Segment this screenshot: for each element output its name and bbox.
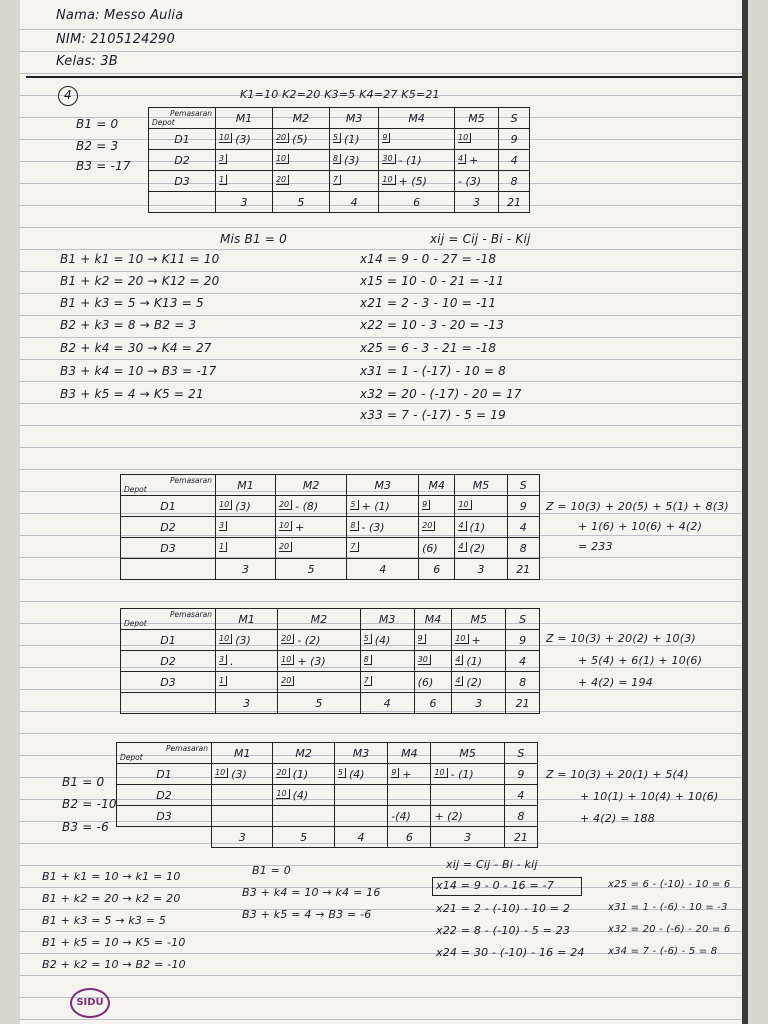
text: 1 bbox=[219, 676, 227, 686]
cell bbox=[379, 129, 455, 150]
student-class: Kelas: 3B bbox=[56, 54, 118, 69]
text: - (3) bbox=[457, 174, 482, 188]
text: Pemasaran bbox=[170, 476, 212, 485]
text: D2 bbox=[121, 651, 216, 672]
transport-table-1 bbox=[148, 107, 530, 213]
text: 8 bbox=[506, 672, 540, 693]
text: (3) bbox=[231, 767, 247, 781]
text: 10 bbox=[458, 500, 471, 510]
col-m4: M4 bbox=[379, 108, 455, 129]
text: (3) bbox=[235, 499, 251, 513]
text: (1) bbox=[292, 767, 309, 781]
text: 3 bbox=[455, 559, 507, 580]
cell bbox=[414, 672, 452, 693]
col-m2: M2 bbox=[272, 108, 329, 129]
final-line: B1 = 0 bbox=[252, 864, 291, 877]
text: + (2) bbox=[434, 809, 463, 823]
demand: 5 bbox=[272, 192, 329, 213]
cell bbox=[121, 609, 216, 630]
text: + (3) bbox=[297, 654, 326, 668]
transport-table-3 bbox=[120, 608, 540, 714]
text: 7 bbox=[364, 676, 372, 686]
text: 4 bbox=[455, 676, 463, 686]
cell bbox=[360, 630, 414, 651]
t1-b3: B3 = -17 bbox=[76, 159, 131, 173]
text: D2 bbox=[121, 517, 216, 538]
row-d2: D2 bbox=[149, 150, 216, 171]
cell bbox=[275, 496, 346, 517]
text: D3 bbox=[121, 672, 216, 693]
transport-table-4 bbox=[116, 742, 538, 848]
text: M2 bbox=[278, 609, 361, 630]
text: 3 bbox=[216, 693, 278, 714]
text: Pemasaran bbox=[170, 610, 212, 619]
uv-line: B1 + k2 = 20 → K12 = 20 bbox=[60, 274, 220, 288]
final-line: B3 + k5 = 4 → B3 = -6 bbox=[242, 908, 372, 921]
text: (2) bbox=[469, 541, 486, 555]
text: (6) bbox=[422, 541, 438, 555]
text: (4) bbox=[348, 767, 365, 781]
t1-b2: B2 = 3 bbox=[76, 139, 119, 153]
cell bbox=[334, 806, 387, 827]
cell bbox=[329, 150, 378, 171]
text: 20 bbox=[276, 133, 289, 143]
final-line: xij = Cij - Bi - kij bbox=[446, 858, 538, 871]
text: 9 bbox=[391, 768, 399, 778]
row-d1: D1 bbox=[149, 129, 216, 150]
text: + bbox=[469, 153, 479, 167]
final-line: x34 = 7 - (-6) - 5 = 8 bbox=[608, 946, 718, 957]
text: M5 bbox=[431, 743, 504, 764]
notebook-page bbox=[20, 0, 748, 1024]
cell bbox=[431, 806, 504, 827]
text: 10 bbox=[281, 655, 294, 665]
final-line: B2 + k2 = 10 → B2 = -10 bbox=[42, 958, 186, 971]
demand: 6 bbox=[379, 192, 455, 213]
text: S bbox=[504, 743, 537, 764]
text: 20 bbox=[422, 521, 435, 531]
text: 4 bbox=[347, 559, 419, 580]
z-value-4: Z = 10(3) + 20(1) + 5(4) bbox=[546, 768, 689, 781]
t1-b1: B1 = 0 bbox=[76, 117, 119, 131]
cell bbox=[275, 538, 346, 559]
z-value-4b: + 10(1) + 10(4) + 10(6) bbox=[580, 790, 719, 803]
cell bbox=[388, 806, 431, 827]
supply: 8 bbox=[499, 171, 530, 192]
text: (3) bbox=[235, 132, 251, 146]
text: 6 bbox=[414, 693, 452, 714]
cell bbox=[334, 785, 387, 806]
text: Depot bbox=[120, 753, 143, 762]
text: - (2) bbox=[297, 633, 321, 647]
cell bbox=[455, 517, 507, 538]
text: (4) bbox=[292, 788, 309, 802]
text: 9 bbox=[506, 630, 540, 651]
text: 10 bbox=[276, 154, 289, 164]
x-line: x33 = 7 - (-17) - 5 = 19 bbox=[360, 408, 506, 422]
supply: 4 bbox=[499, 150, 530, 171]
text: 7 bbox=[333, 175, 341, 185]
final-line: B1 + k5 = 10 → K5 = -10 bbox=[42, 936, 186, 949]
text: 3 bbox=[219, 154, 227, 164]
student-nim: NIM: 2105124290 bbox=[56, 32, 175, 47]
text: (1) bbox=[469, 520, 486, 534]
z-value-3: Z = 10(3) + 20(2) + 10(3) bbox=[546, 632, 696, 645]
text: 20 bbox=[281, 676, 294, 686]
t4-b2: B2 = -10 bbox=[62, 797, 117, 811]
text: - (1) bbox=[398, 153, 422, 167]
cell bbox=[347, 496, 419, 517]
uv-line: B2 + k3 = 8 → B2 = 3 bbox=[60, 318, 197, 332]
text: . bbox=[230, 654, 234, 668]
text: 10 bbox=[219, 634, 232, 644]
cell bbox=[360, 672, 414, 693]
final-line: x31 = 1 - (-6) - 10 = -3 bbox=[608, 902, 728, 913]
text: 20 bbox=[279, 500, 292, 510]
cell bbox=[273, 806, 334, 827]
text: M4 bbox=[414, 609, 452, 630]
demand: 4 bbox=[329, 192, 378, 213]
cell bbox=[216, 150, 273, 171]
text: 21 bbox=[506, 693, 540, 714]
uv-line: B3 + k4 = 10 → B3 = -17 bbox=[60, 364, 217, 378]
text: 3 bbox=[219, 655, 227, 665]
text: - (1) bbox=[450, 767, 474, 781]
z-value-2c: = 233 bbox=[578, 540, 613, 553]
text: M1 bbox=[212, 743, 273, 764]
final-line: x14 = 9 - 0 - 16 = -7 bbox=[436, 879, 555, 892]
final-line: B3 + k4 = 10 → k4 = 16 bbox=[242, 886, 381, 899]
cell bbox=[278, 630, 361, 651]
text: M4 bbox=[419, 475, 455, 496]
text: 4 bbox=[504, 785, 537, 806]
text: + bbox=[471, 633, 481, 647]
text: M5 bbox=[452, 609, 506, 630]
t4-b3: B3 = -6 bbox=[62, 820, 109, 834]
text: D1 bbox=[121, 630, 216, 651]
text: 5 bbox=[350, 500, 358, 510]
header-separator bbox=[26, 76, 742, 78]
cell bbox=[216, 672, 278, 693]
cell bbox=[455, 538, 507, 559]
text: Pemasaran bbox=[166, 744, 208, 753]
cell bbox=[452, 651, 506, 672]
text: 4 bbox=[360, 693, 414, 714]
cell bbox=[272, 129, 329, 150]
z-value-2b: + 1(6) + 10(6) + 4(2) bbox=[578, 520, 703, 533]
text: 8 bbox=[504, 806, 537, 827]
final-line: B1 + k2 = 20 → k2 = 20 bbox=[42, 892, 181, 905]
cell bbox=[216, 651, 278, 672]
text: 10 bbox=[219, 133, 232, 143]
text: M4 bbox=[388, 743, 431, 764]
x-line: x25 = 6 - 3 - 21 = -18 bbox=[360, 341, 497, 355]
t4-b1: B1 = 0 bbox=[62, 775, 105, 789]
text: D1 bbox=[121, 496, 216, 517]
page-edge bbox=[742, 0, 748, 1024]
cell bbox=[419, 517, 455, 538]
text: 5 bbox=[333, 133, 341, 143]
final-line: x24 = 30 - (-10) - 16 = 24 bbox=[436, 946, 585, 959]
text: M1 bbox=[216, 475, 276, 496]
text: 5 bbox=[278, 693, 361, 714]
text: M3 bbox=[334, 743, 387, 764]
text: 7 bbox=[350, 542, 358, 552]
text: + (1) bbox=[361, 499, 390, 513]
text: (1) bbox=[344, 132, 360, 146]
text: Pemasaran bbox=[170, 109, 212, 118]
text: 3 bbox=[219, 521, 227, 531]
x-line: x32 = 20 - (-17) - 20 = 17 bbox=[360, 387, 522, 401]
text: 21 bbox=[504, 827, 537, 848]
text: 8 bbox=[333, 154, 341, 164]
cell bbox=[216, 496, 276, 517]
text: 20 bbox=[281, 634, 294, 644]
cell bbox=[275, 517, 346, 538]
text: - (3) bbox=[361, 520, 385, 534]
cell bbox=[379, 171, 455, 192]
text: (4) bbox=[374, 633, 391, 647]
cell bbox=[454, 171, 498, 192]
cell bbox=[388, 764, 431, 785]
x-line: x15 = 10 - 0 - 21 = -11 bbox=[360, 274, 505, 288]
text: 30 bbox=[382, 154, 395, 164]
text: 3 bbox=[216, 559, 276, 580]
cell bbox=[212, 764, 273, 785]
cell bbox=[121, 475, 216, 496]
cell bbox=[216, 538, 276, 559]
text: M1 bbox=[216, 609, 278, 630]
text: 4 bbox=[455, 655, 463, 665]
cell bbox=[216, 517, 276, 538]
text: 4 bbox=[334, 827, 387, 848]
text: -(4) bbox=[391, 809, 411, 823]
text: 10 bbox=[382, 175, 395, 185]
cell bbox=[278, 651, 361, 672]
cell bbox=[329, 171, 378, 192]
text: 3 bbox=[452, 693, 506, 714]
cell bbox=[414, 651, 452, 672]
cell bbox=[216, 129, 273, 150]
cell bbox=[347, 538, 419, 559]
supply: 9 bbox=[499, 129, 530, 150]
text: 8 bbox=[364, 655, 372, 665]
text: 4 bbox=[506, 651, 540, 672]
cell bbox=[454, 150, 498, 171]
text: 9 bbox=[507, 496, 540, 517]
text: 20 bbox=[276, 175, 289, 185]
text: 5 bbox=[364, 634, 372, 644]
text: Depot bbox=[124, 619, 147, 628]
final-line: x22 = 8 - (-10) - 5 = 23 bbox=[436, 924, 571, 937]
text: S bbox=[507, 475, 540, 496]
text: 4 bbox=[507, 517, 540, 538]
text: D2 bbox=[117, 785, 212, 806]
cell bbox=[414, 630, 452, 651]
demand-total: 21 bbox=[499, 192, 530, 213]
text: Depot bbox=[124, 485, 147, 494]
text: 10 bbox=[276, 789, 289, 799]
text: 6 bbox=[419, 559, 455, 580]
text: S bbox=[506, 609, 540, 630]
text: (2) bbox=[466, 675, 482, 689]
text: 9 bbox=[382, 133, 390, 143]
text: Depot bbox=[152, 118, 175, 127]
text: 9 bbox=[422, 500, 430, 510]
z-value-2: Z = 10(3) + 20(5) + 5(1) + 8(3) bbox=[546, 500, 729, 513]
cell bbox=[419, 496, 455, 517]
text: 4 bbox=[458, 521, 466, 531]
transport-table-2 bbox=[120, 474, 540, 580]
row-d3: D3 bbox=[149, 171, 216, 192]
text: 10 bbox=[215, 768, 228, 778]
text: 21 bbox=[507, 559, 540, 580]
cell bbox=[149, 192, 216, 213]
text: 5 bbox=[273, 827, 334, 848]
text: D3 bbox=[117, 806, 212, 827]
text: M2 bbox=[273, 743, 334, 764]
cell bbox=[347, 517, 419, 538]
text: 20 bbox=[279, 542, 292, 552]
text: 4 bbox=[458, 542, 466, 552]
cell bbox=[452, 672, 506, 693]
text: M3 bbox=[347, 475, 419, 496]
text: M3 bbox=[360, 609, 414, 630]
x-line: x31 = 1 - (-17) - 10 = 8 bbox=[360, 364, 506, 378]
col-m1: M1 bbox=[216, 108, 273, 129]
cell bbox=[273, 764, 334, 785]
uv-line: B1 + k3 = 5 → K13 = 5 bbox=[60, 296, 204, 310]
cell bbox=[121, 693, 216, 714]
text: 10 bbox=[219, 500, 232, 510]
final-line: x32 = 20 - (-6) - 20 = 6 bbox=[608, 924, 731, 935]
cell bbox=[431, 785, 504, 806]
text: M2 bbox=[275, 475, 346, 496]
text: (6) bbox=[417, 675, 434, 689]
z-value-4c: + 4(2) = 188 bbox=[580, 812, 655, 825]
cell bbox=[273, 785, 334, 806]
sidu-logo: SIDU bbox=[70, 988, 110, 1018]
cell bbox=[272, 171, 329, 192]
x-title: xij = Cij - Bi - Kij bbox=[430, 232, 531, 246]
uv-line: B2 + k4 = 30 → K4 = 27 bbox=[60, 341, 212, 355]
text: M5 bbox=[455, 475, 507, 496]
text: 10 bbox=[279, 521, 292, 531]
corner-cell bbox=[149, 108, 216, 129]
cell bbox=[431, 764, 504, 785]
col-s: S bbox=[499, 108, 530, 129]
text: 9 bbox=[504, 764, 537, 785]
text: 10 bbox=[455, 634, 468, 644]
text: + (5) bbox=[398, 174, 427, 188]
final-line: B1 + k3 = 5 → k3 = 5 bbox=[42, 914, 167, 927]
text: 8 bbox=[507, 538, 540, 559]
text: 4 bbox=[458, 154, 466, 164]
uv-line: B3 + k5 = 4 → K5 = 21 bbox=[60, 387, 204, 401]
text: 3 bbox=[431, 827, 504, 848]
cell bbox=[454, 129, 498, 150]
text: 1 bbox=[219, 542, 227, 552]
text: 20 bbox=[276, 768, 289, 778]
cell bbox=[419, 538, 455, 559]
text: 3 bbox=[212, 827, 273, 848]
x-line: x21 = 2 - 3 - 10 = -11 bbox=[360, 296, 497, 310]
k-values: K1=10 K2=20 K3=5 K4=27 K5=21 bbox=[240, 88, 440, 101]
cell bbox=[388, 785, 431, 806]
cell bbox=[212, 785, 273, 806]
text: 30 bbox=[418, 655, 431, 665]
student-name: Nama: Messo Aulia bbox=[56, 8, 184, 23]
uv-line: B1 + k1 = 10 → K11 = 10 bbox=[60, 252, 220, 266]
cell bbox=[278, 672, 361, 693]
col-m5: M5 bbox=[454, 108, 498, 129]
cell bbox=[212, 806, 273, 827]
text: (1) bbox=[466, 654, 482, 668]
final-line: x21 = 2 - (-10) - 10 = 2 bbox=[436, 902, 571, 915]
col-m3: M3 bbox=[329, 108, 378, 129]
text: 10 bbox=[434, 768, 447, 778]
cell bbox=[360, 651, 414, 672]
cell bbox=[216, 171, 273, 192]
text: - (8) bbox=[295, 499, 319, 513]
problem-number: 4 bbox=[64, 88, 72, 102]
text: 9 bbox=[418, 634, 426, 644]
cell bbox=[455, 496, 507, 517]
final-line: x25 = 6 - (-10) - 10 = 6 bbox=[608, 879, 731, 890]
z-value-3c: + 4(2) = 194 bbox=[578, 676, 653, 689]
cell bbox=[329, 129, 378, 150]
uv-title: Mis B1 = 0 bbox=[220, 232, 287, 246]
text: 6 bbox=[388, 827, 431, 848]
demand: 3 bbox=[216, 192, 273, 213]
text: 10 bbox=[458, 133, 471, 143]
cell bbox=[216, 630, 278, 651]
cell bbox=[121, 559, 216, 580]
x-line: x22 = 10 - 3 - 20 = -13 bbox=[360, 318, 505, 332]
demand: 3 bbox=[454, 192, 498, 213]
z-value-3b: + 5(4) + 6(1) + 10(6) bbox=[578, 654, 703, 667]
cell bbox=[334, 764, 387, 785]
x-line: x14 = 9 - 0 - 27 = -18 bbox=[360, 252, 497, 266]
text: 5 bbox=[275, 559, 346, 580]
cell bbox=[379, 150, 455, 171]
cell bbox=[117, 743, 212, 764]
cell bbox=[272, 150, 329, 171]
text: + bbox=[402, 767, 412, 781]
final-line: B1 + k1 = 10 → k1 = 10 bbox=[42, 870, 181, 883]
text: 1 bbox=[219, 175, 227, 185]
text: (3) bbox=[344, 153, 360, 167]
text: (3) bbox=[235, 633, 251, 647]
text: + bbox=[295, 520, 305, 534]
text: D3 bbox=[121, 538, 216, 559]
text: D1 bbox=[117, 764, 212, 785]
text: 8 bbox=[350, 521, 358, 531]
cell bbox=[452, 630, 506, 651]
cell bbox=[117, 827, 212, 848]
text: (5) bbox=[292, 132, 308, 146]
text: 5 bbox=[338, 768, 346, 778]
